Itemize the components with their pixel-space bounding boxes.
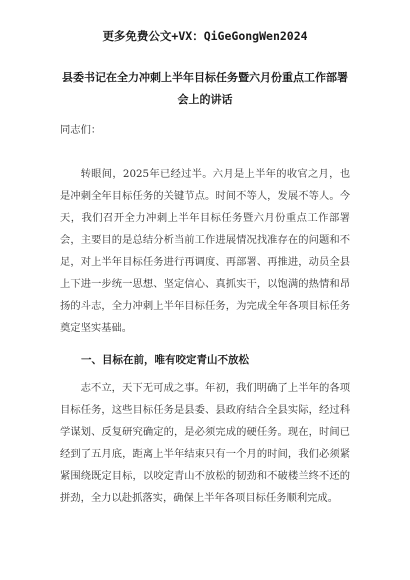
salutation: 同志们： — [60, 124, 102, 136]
section-heading-1: 一、目标在前，唯有咬定青山不放松 — [81, 354, 249, 366]
document-title: 县委书记在全力冲刺上半年目标任务暨六月份重点工作部署会上的讲话 — [62, 71, 348, 106]
paragraph-section-1: 志不立，天下无可成之事。年初，我们明确了上半年的各项目标任务，这些目标任务是县委、县政府结合全县实际，经过科学谋划、反复研究确定的，是必须完成的硬任务。现在，时间已经到了五月底，距离上半年结束只有一个月的时间，我们必须紧紧围绕既定目标，以咬定青山不放松的韧劲和不破楼兰终不还的拼劲，全力以赴抓落实，确保上半年各项目标任务顺利完成。 — [60, 382, 350, 504]
paragraph-intro: 转眼间，2025年已经过半。六月是上半年的收官之月，也是冲刺全年目标任务的关键节点。时间不等人，发展不等人。今天，我们召开全力冲刺上半年目标任务暨六月份重点工作部署会，主要目的是总结分析当前工作进展情况找准存在的问题和不足，对上半年目标任务进行再调度、再部署、再推进，动员全县上下进一步统一思想、坚定信心、真抓实干，以饱满的热情和昂扬的斗志，全力冲刺上半年目标任务，为完成全年各项目标任务奠定坚实基础。 — [60, 168, 350, 334]
header-note: 更多免费公文+VX：QiGeGongWen2024 — [102, 29, 308, 43]
